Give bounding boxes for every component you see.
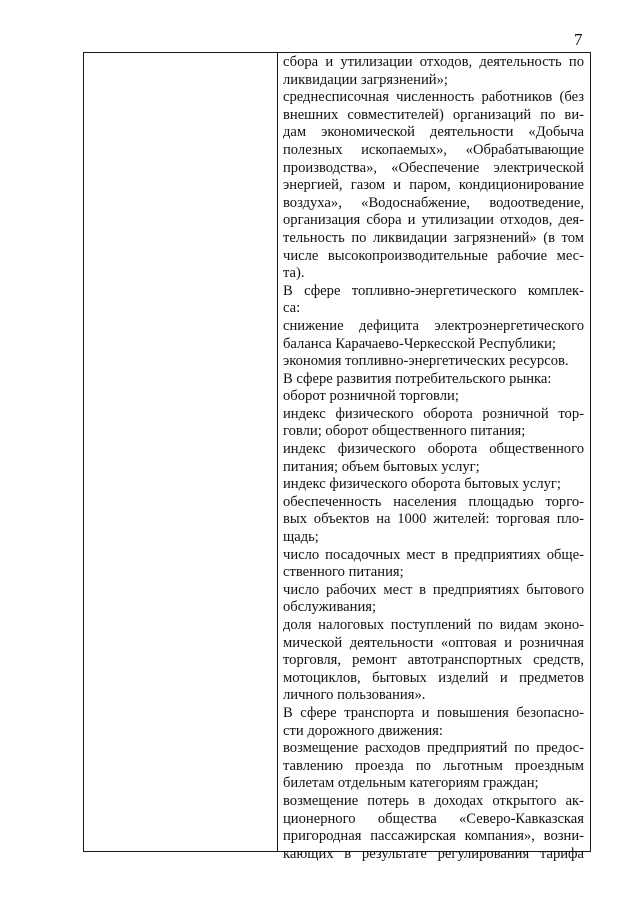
text-line: энергией, газом и паром, кондиционирование <box>283 177 584 194</box>
text-line: пригородная пассажирская компания», возни- <box>283 828 584 845</box>
text-line: говли; оборот общественного питания; <box>283 423 526 440</box>
text-line: возмещение потерь в доходах открытого ак- <box>283 792 584 809</box>
text-line: ственного питания; <box>283 564 404 581</box>
document-table <box>83 52 591 862</box>
text-line: щадь; <box>283 529 319 546</box>
text-line: ционерного общества «Северо-Кавказская <box>283 810 584 827</box>
text-line: В сфере транспорта и повышения безопасно- <box>283 704 584 721</box>
text-line: В сфере развития потребительского рынка: <box>283 370 552 387</box>
text-line: полезных ископаемых», «Обрабатывающие <box>283 141 584 158</box>
text-line: обслуживания; <box>283 599 377 616</box>
text-line: производства», «Обеспечение электрической <box>283 159 584 176</box>
text-line: возмещение расходов предприятий по предос- <box>283 740 584 757</box>
text-line: организация сбора и утилизации отходов, дея- <box>283 212 584 229</box>
text-line: дам экономической деятельности «Добыча <box>283 124 584 141</box>
table-left-cell <box>84 53 278 851</box>
text-line: личного пользования». <box>283 687 426 704</box>
table-right-cell <box>278 53 590 862</box>
text-line: индекс физического оборота общественного <box>283 441 584 458</box>
text-line: числе высокопроизводительные рабочие мес- <box>283 247 584 264</box>
text-line: тельность по ликвидации загрязнений» (в том <box>283 229 584 246</box>
text-line: оборот розничной торговли; <box>283 388 459 405</box>
text-line: число рабочих мест в предприятиях бытового <box>283 581 584 598</box>
text-line: индекс физического оборота бытовых услуг; <box>283 476 561 493</box>
text-line: кающих в результате регулирования тарифа <box>283 845 584 862</box>
text-line: баланса Карачаево-Черкесской Республики; <box>283 335 556 352</box>
page-number: 7 <box>574 30 583 49</box>
text-line: торговля, ремонт автотранспортных средств, <box>283 652 584 669</box>
text-line: тавлению проезда по льготным проездным <box>283 757 584 774</box>
text-line: питания; объем бытовых услуг; <box>283 458 480 475</box>
text-line: сбора и утилизации отходов, деятельность по <box>283 54 584 70</box>
text-line: внешних совместителей) организаций по ви- <box>283 106 584 123</box>
text-line: сти дорожного движения: <box>283 722 443 739</box>
text-line: доля налоговых поступлений по видам эконо- <box>283 617 584 633</box>
text-line: число посадочных мест в предприятиях обще- <box>283 546 584 563</box>
text-line: среднесписочная численность работников (без <box>283 89 584 106</box>
text-line: билетам отдельным категориям граждан; <box>283 775 539 792</box>
text-line: ликвидации загрязнений»; <box>283 71 448 88</box>
text-line: са: <box>283 300 301 317</box>
text-line: мической деятельности «оптовая и розничная <box>283 634 584 651</box>
text-line: индекс физического оборота розничной тор- <box>283 405 584 422</box>
text-line: мотоциклов, бытовых изделий и предметов <box>283 669 584 686</box>
text-line: обеспеченность населения площадью торго- <box>283 493 584 510</box>
text-line: экономия топливно-энергетических ресурсов. <box>283 353 569 370</box>
text-line: воздуха», «Водоснабжение, водоотведение, <box>283 194 584 211</box>
text-line: снижение дефицита электроэнергетического <box>283 317 584 334</box>
text-line: В сфере топливно-энергетического комплек- <box>283 282 584 299</box>
text-line: та). <box>283 265 305 282</box>
text-line: вых объектов на 1000 жителей: торговая пло- <box>283 511 584 528</box>
